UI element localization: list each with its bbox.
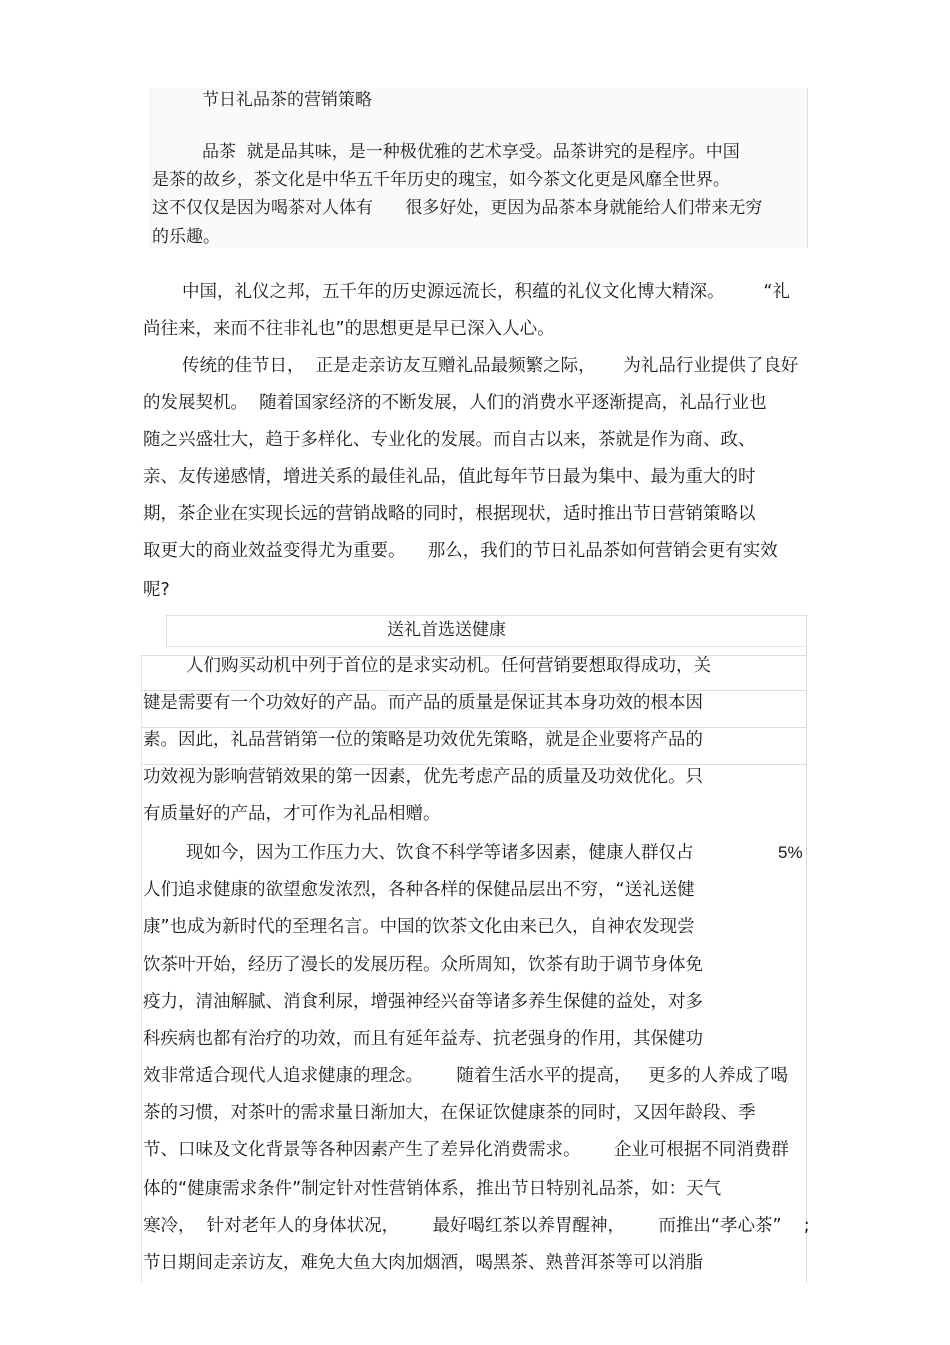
section1-line: 素。因此，礼品营销第一位的策略是功效优先策略，就是企业要将产品的 [143,730,703,750]
paragraph-line: 传统的佳节日， 正是走亲访友互赠礼品最频繁之际， 为礼品行业提供了良好 [182,356,799,376]
section2-line: 茶的习惯，对茶叶的需求量日渐加大，在保证饮健康茶的同时，又因年龄段、季 [143,1103,756,1123]
percent-value: 5% [778,843,803,862]
section2-line: 人们追求健康的欲望愈发浓烈，各种各样的保健品层出不穷，“送礼送健 [143,880,695,900]
section2-line: 寒冷， 针对老年人的身体状况， 最好喝红茶以养胃醒神， 而推出“孝心茶” ; [143,1216,810,1236]
section1-line: 有质量好的产品，才可作为礼品相赠。 [143,804,441,824]
section2-line: 科疾病也都有治疗的功效，而且有延年益寿、抗老强身的作用，其保健功 [143,1029,703,1049]
paragraph-line: 的发展契机。 随着国家经济的不断发展，人们的消费水平逐渐提高，礼品行业也 [143,393,767,413]
section2-line: 体的“健康需求条件”制定针对性营销体系，推出节日特别礼品茶，如：天气 [143,1179,722,1199]
paragraph-line: 随之兴盛壮大，趋于多样化、专业化的发展。而自古以来，茶就是作为商、政、 [143,430,756,450]
section2-line: 现如今，因为工作压力大、饮食不科学等诸多因素，健康人群仅占 [186,843,694,863]
intro-box [150,88,808,248]
intro-line: 品茶 就是品其味，是一种极优雅的艺术享受。品茶讲究的是程序。中国 [202,142,740,162]
paragraph-line: 尚往来，来而不往非礼也”的思想更是早已深入人心。 [143,319,555,339]
section2-line: 效非常适合现代人追求健康的理念。 随着生活水平的提高， 更多的人养成了喝 [143,1066,789,1086]
table-rule [141,690,806,691]
section1-line: 键是需要有一个功效好的产品。而产品的质量是保证其本身功效的根本因 [143,693,703,713]
section-heading: 送礼首选送健康 [387,620,506,640]
table-rule [141,727,806,728]
document-title: 节日礼品茶的营销策略 [202,90,372,110]
intro-line: 这不仅仅是因为喝茶对人体有 很多好处，更因为品茶本身就能给人们带来无穷 [152,198,763,218]
paragraph-line: 期，茶企业在实现长远的营销战略的同时，根据现状，适时推出节日营销策略以 [143,504,756,524]
section2-line: 节、口味及文化背景等各种因素产生了差异化消费需求。 企业可根据不同消费群 [143,1140,789,1160]
paragraph-line: 取更大的商业效益变得尤为重要。 那么，我们的节日礼品茶如何营销会更有实效 [143,541,778,561]
section1-line: 功效视为影响营销效果的第一因素，优先考虑产品的质量及功效优化。只 [143,767,703,787]
section2-line: 节日期间走亲访友，难免大鱼大肉加烟酒，喝黑茶、熟普洱茶等可以消脂 [143,1253,703,1273]
section2-line: 康”也成为新时代的至理名言。中国的饮茶文化由来已久，自神农发现尝 [143,917,695,937]
table-border [141,655,142,1283]
table-border [806,615,807,1283]
intro-line: 的乐趣。 [152,227,220,247]
paragraph-line: 中国，礼仪之邦，五千年的历史源远流长，积蕴的礼仪文化博大精深。 “礼 [182,282,791,302]
table-rule [141,764,806,765]
paragraph-line: 亲、友传递感情，增进关系的最佳礼品，值此每年节日最为集中、最为重大的时 [143,467,756,487]
paragraph-line: 呢? [143,580,170,600]
section2-line: 饮茶叶开始，经历了漫长的发展历程。众所周知，饮茶有助于调节身体免 [143,955,703,975]
section2-line: 疫力，清油解腻、消食利尿，增强神经兴奋等诸多养生保健的益处，对多 [143,992,703,1012]
intro-line: 是茶的故乡，茶文化是中华五千年历史的瑰宝，如今茶文化更是风靡全世界。 [152,170,730,190]
section1-line: 人们购买动机中列于首位的是求实动机。任何营销要想取得成功，关 [186,656,711,676]
